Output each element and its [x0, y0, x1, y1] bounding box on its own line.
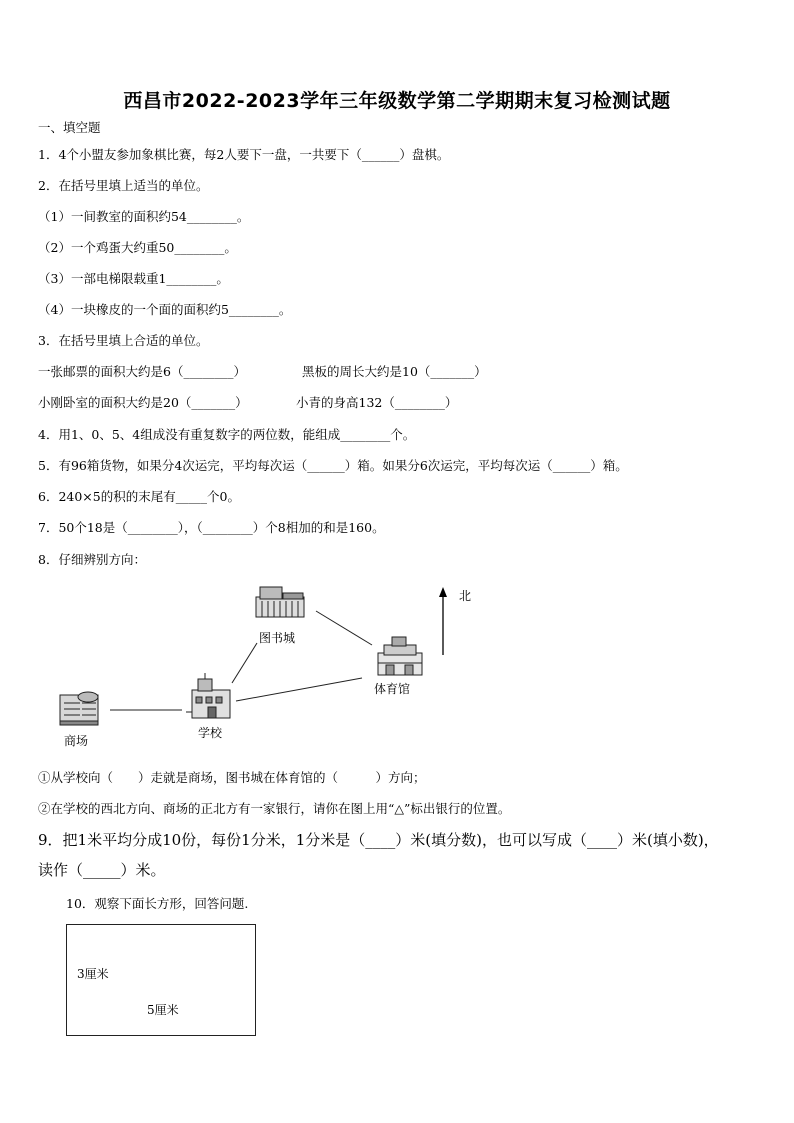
- question-6: 6．240×5的积的末尾有_____个0。: [38, 489, 240, 504]
- rectangle-width-label: 5厘米: [147, 1003, 179, 1017]
- library-label: 图书城: [259, 631, 296, 645]
- question-2-part-2: （2）一个鸡蛋大约重50________。: [38, 240, 237, 255]
- question-8-part-2: ②在学校的西北方向、商场的正北方有一家银行，请你在图上用“△”标出银行的位置。: [38, 801, 511, 816]
- question-8-part-1: ①从学校向（ ）走就是商场，图书城在体育馆的（ ）方向；: [38, 770, 426, 785]
- question-3-a: 一张邮票的面积大约是6（________）: [38, 364, 246, 379]
- rectangle-figure: [66, 924, 256, 1036]
- mall-building-icon: [60, 692, 98, 725]
- question-2: 2．在括号里填上适当的单位。: [38, 178, 209, 193]
- direction-map: [0, 575, 794, 760]
- school-building-icon: [186, 673, 230, 718]
- road-school-library: [232, 643, 257, 683]
- rectangle-height-label: 3厘米: [77, 967, 109, 981]
- road-library-gym: [316, 611, 372, 645]
- question-5: 5．有96箱货物，如果分4次运完，平均每次运（______）箱。如果分6次运完，平均每次运（______）箱。: [38, 458, 628, 473]
- question-1: 1．4个小盟友参加象棋比赛，每2人要下一盘，一共要下（______）盘棋。: [38, 147, 450, 162]
- question-9-line-1: 9．把1米平均分成10份，每份1分米，1分米是（____）米(填分数)，也可以写成（____）米(填小数)，: [38, 831, 719, 849]
- question-3-b: 黑板的周长大约是10（_______）: [302, 364, 487, 379]
- section-heading: 一、填空题: [38, 120, 101, 135]
- road-school-gym: [236, 678, 362, 701]
- gym-building-icon: [378, 637, 422, 675]
- question-3-c: 小刚卧室的面积大约是20（_______）: [38, 395, 248, 410]
- page-title: 西昌市2022-2023学年三年级数学第二学期期末复习检测试题: [123, 90, 671, 112]
- question-2-part-1: （1）一间教室的面积约54________。: [38, 209, 250, 224]
- north-label: 北: [459, 589, 472, 603]
- library-building-icon: [256, 587, 304, 617]
- question-2-part-4: （4）一块橡皮的一个面的面积约5________。: [38, 302, 292, 317]
- question-3-d: 小青的身高132（________）: [296, 395, 458, 410]
- question-7: 7．50个18是（________），（________）个8相加的和是160。: [38, 520, 385, 535]
- mall-label: 商场: [64, 734, 89, 748]
- north-arrow-icon: [439, 587, 447, 655]
- question-2-part-3: （3）一部电梯限载重1________。: [38, 271, 229, 286]
- question-9-line-2: 读作（_____）米。: [38, 861, 166, 879]
- question-10: 10．观察下面长方形，回答问题.: [66, 896, 249, 911]
- school-label: 学校: [198, 726, 223, 740]
- question-8: 8．仔细辨别方向：: [38, 552, 146, 567]
- question-4: 4．用1、0、5、4组成没有重复数字的两位数，能组成________个。: [38, 427, 416, 442]
- question-3: 3．在括号里填上合适的单位。: [38, 333, 209, 348]
- gym-label: 体育馆: [374, 682, 411, 696]
